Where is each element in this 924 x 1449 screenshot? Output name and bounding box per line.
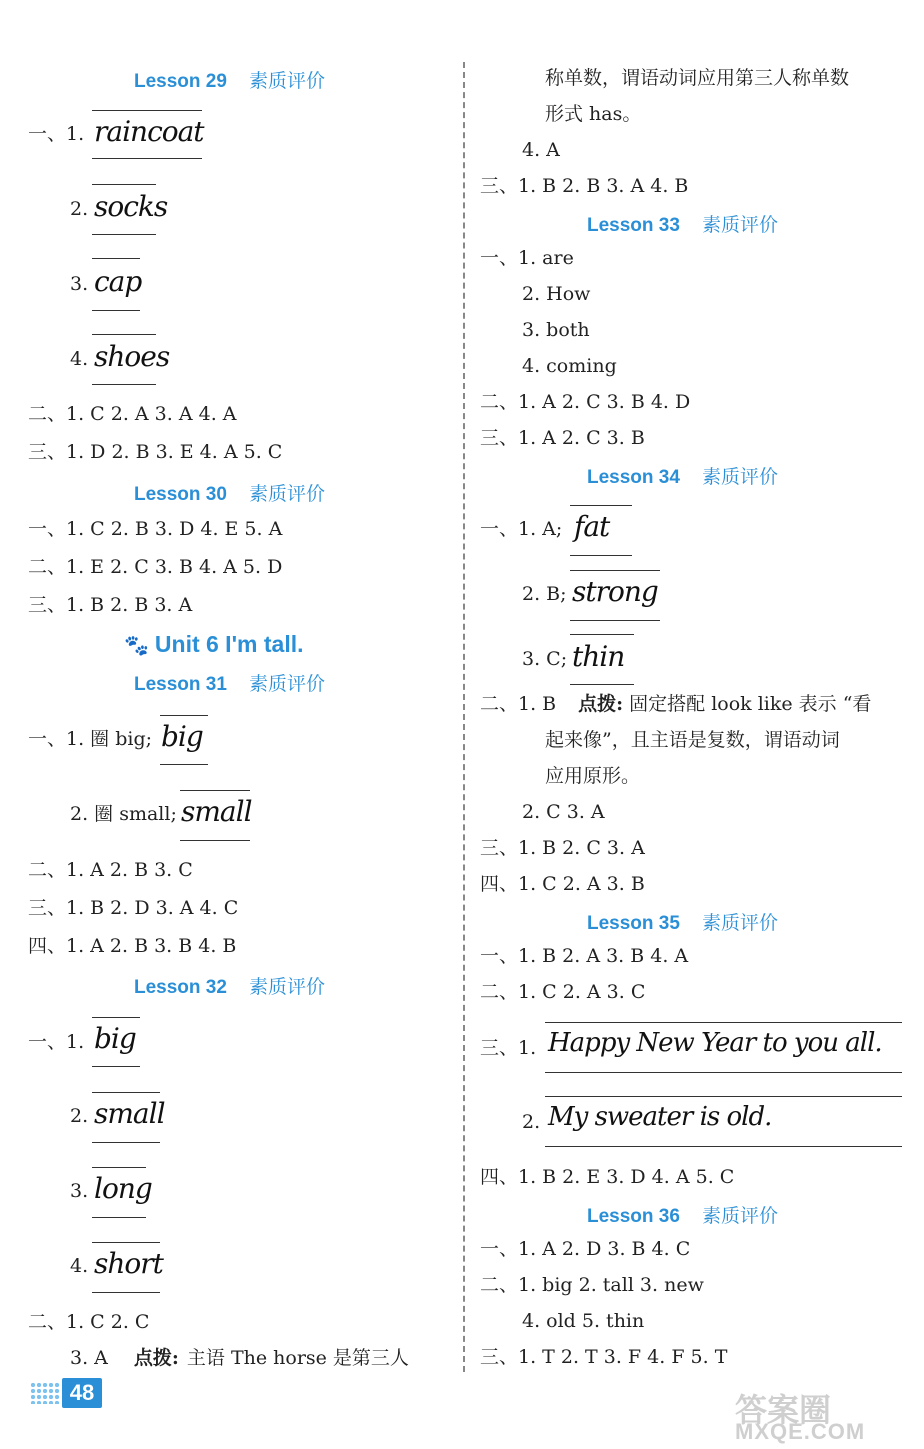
l29-q2-handwriting: socks [94, 190, 168, 223]
l31-q1-prefix: 一、1. 圈 big; [28, 728, 153, 750]
l29-q4-prefix: 4. [70, 348, 89, 370]
column-divider [463, 62, 465, 1372]
l31-section-3: 三、1. B 2. D 3. A 4. C [28, 897, 239, 919]
page-number-badge [30, 1378, 102, 1408]
l31-section-2: 二、1. A 2. B 3. C [28, 859, 193, 881]
l33-q4: 4. coming [522, 355, 617, 377]
l33-section-3: 三、1. A 2. C 3. B [480, 427, 645, 449]
l35-section-1: 一、1. B 2. A 3. B 4. A [480, 945, 689, 967]
l34-q1-prefix: 一、1. A; [480, 518, 563, 540]
lesson-33-heading: Lesson 33 素质评价 [587, 215, 778, 236]
l32-q2-handwriting: small [94, 1097, 165, 1130]
l35-q2-handwriting: My sweater is old. [548, 1102, 772, 1132]
l34-q1-handwriting: fat [574, 510, 610, 543]
l33-section-2: 二、1. A 2. C 3. B 4. D [480, 391, 691, 413]
l31-q2-handwriting: small [181, 795, 252, 828]
l34-q2-prefix: 2. B; [522, 583, 567, 605]
l30-section-1: 一、1. C 2. B 3. D 4. E 5. A [28, 518, 283, 540]
l32-continuation-2: 形式 has。 [545, 103, 642, 125]
l34-section-2-rest: 2. C 3. A [522, 801, 605, 823]
l35-section-4: 四、1. B 2. E 3. D 4. A 5. C [480, 1166, 735, 1188]
l34-section-2-explanation: 二、1. B 点拨: 固定搭配 look like 表示 “看 [480, 693, 872, 715]
lesson-34-heading: Lesson 34 素质评价 [587, 467, 778, 488]
l32-q4: 4. A [522, 139, 560, 161]
unit-heading: 🐾 Unit 6 I'm tall. [124, 631, 304, 657]
l32-q2-prefix: 2. [70, 1105, 89, 1127]
l32-q4-prefix: 4. [70, 1255, 89, 1277]
l31-q1-handwriting: big [161, 720, 203, 753]
l29-section-2: 二、1. C 2. A 3. A 4. A [28, 403, 237, 425]
l29-q1-handwriting: raincoat [94, 115, 204, 148]
l29-q3-handwriting: cap [94, 265, 142, 298]
l36-section-2-line-2: 4. old 5. thin [522, 1310, 645, 1332]
l32-section-3: 三、1. B 2. B 3. A 4. B [480, 175, 689, 197]
l32-continuation-1: 称单数，谓语动词应用第三人称单数 [545, 67, 850, 89]
l29-q1-prefix: 一、1. [28, 123, 85, 145]
paw-icon: 🐾 [124, 635, 149, 657]
lesson-32-heading: Lesson 32 素质评价 [134, 977, 325, 998]
l34-q2-handwriting: strong [572, 575, 658, 608]
l33-q3: 3. both [522, 319, 590, 341]
lesson-31-heading: Lesson 31 素质评价 [134, 674, 325, 695]
watermark-logo: 答案圈 MXQE.COM [735, 1392, 866, 1444]
l32-q3-prefix: 3. [70, 1180, 89, 1202]
l33-q1: 一、1. are [480, 247, 574, 269]
l32-q1-prefix: 一、1. [28, 1031, 85, 1053]
l34-q3-handwriting: thin [572, 640, 625, 673]
dot-pattern-icon [30, 1382, 60, 1404]
l34-explanation-line-2: 起来像”，且主语是复数，谓语动词 [545, 729, 840, 751]
l32-q3-handwriting: long [94, 1172, 152, 1205]
l35-q1-handwriting: Happy New Year to you all. [548, 1028, 882, 1058]
lesson-36-heading: Lesson 36 素质评价 [587, 1206, 778, 1227]
l32-q4-handwriting: short [94, 1247, 163, 1280]
page-number: 48 [62, 1378, 102, 1408]
l29-q4-handwriting: shoes [94, 340, 170, 373]
l32-section-2: 二、1. C 2. C [28, 1311, 150, 1333]
l35-q2-prefix: 2. [522, 1111, 541, 1133]
l36-section-3: 三、1. T 2. T 3. F 4. F 5. T [480, 1346, 728, 1368]
l34-explanation-line-3: 应用原形。 [545, 765, 641, 787]
l30-section-3: 三、1. B 2. B 3. A [28, 594, 193, 616]
l29-q2-prefix: 2. [70, 198, 89, 220]
l32-q1-handwriting: big [94, 1022, 136, 1055]
l35-section-2: 二、1. C 2. A 3. C [480, 981, 646, 1003]
lesson-35-heading: Lesson 35 素质评价 [587, 913, 778, 934]
lesson-30-heading: Lesson 30 素质评价 [134, 484, 325, 505]
l29-section-3: 三、1. D 2. B 3. E 4. A 5. C [28, 441, 283, 463]
l34-section-3: 三、1. B 2. C 3. A [480, 837, 645, 859]
l31-q2-prefix: 2. 圈 small; [70, 803, 177, 825]
l30-section-2: 二、1. E 2. C 3. B 4. A 5. D [28, 556, 283, 578]
l34-q3-prefix: 3. C; [522, 648, 568, 670]
l36-section-2-line-1: 二、1. big 2. tall 3. new [480, 1274, 704, 1296]
l35-q1-prefix: 三、1. [480, 1037, 537, 1059]
l31-section-4: 四、1. A 2. B 3. B 4. B [28, 935, 237, 957]
l33-q2: 2. How [522, 283, 591, 305]
l32-q3-explanation: 3. A 点拨: 主语 The horse 是第三人 [70, 1347, 409, 1369]
l34-section-4: 四、1. C 2. A 3. B [480, 873, 645, 895]
lesson-29-heading: Lesson 29 素质评价 [134, 71, 325, 92]
l36-section-1: 一、1. A 2. D 3. B 4. C [480, 1238, 691, 1260]
l29-q3-prefix: 3. [70, 273, 89, 295]
